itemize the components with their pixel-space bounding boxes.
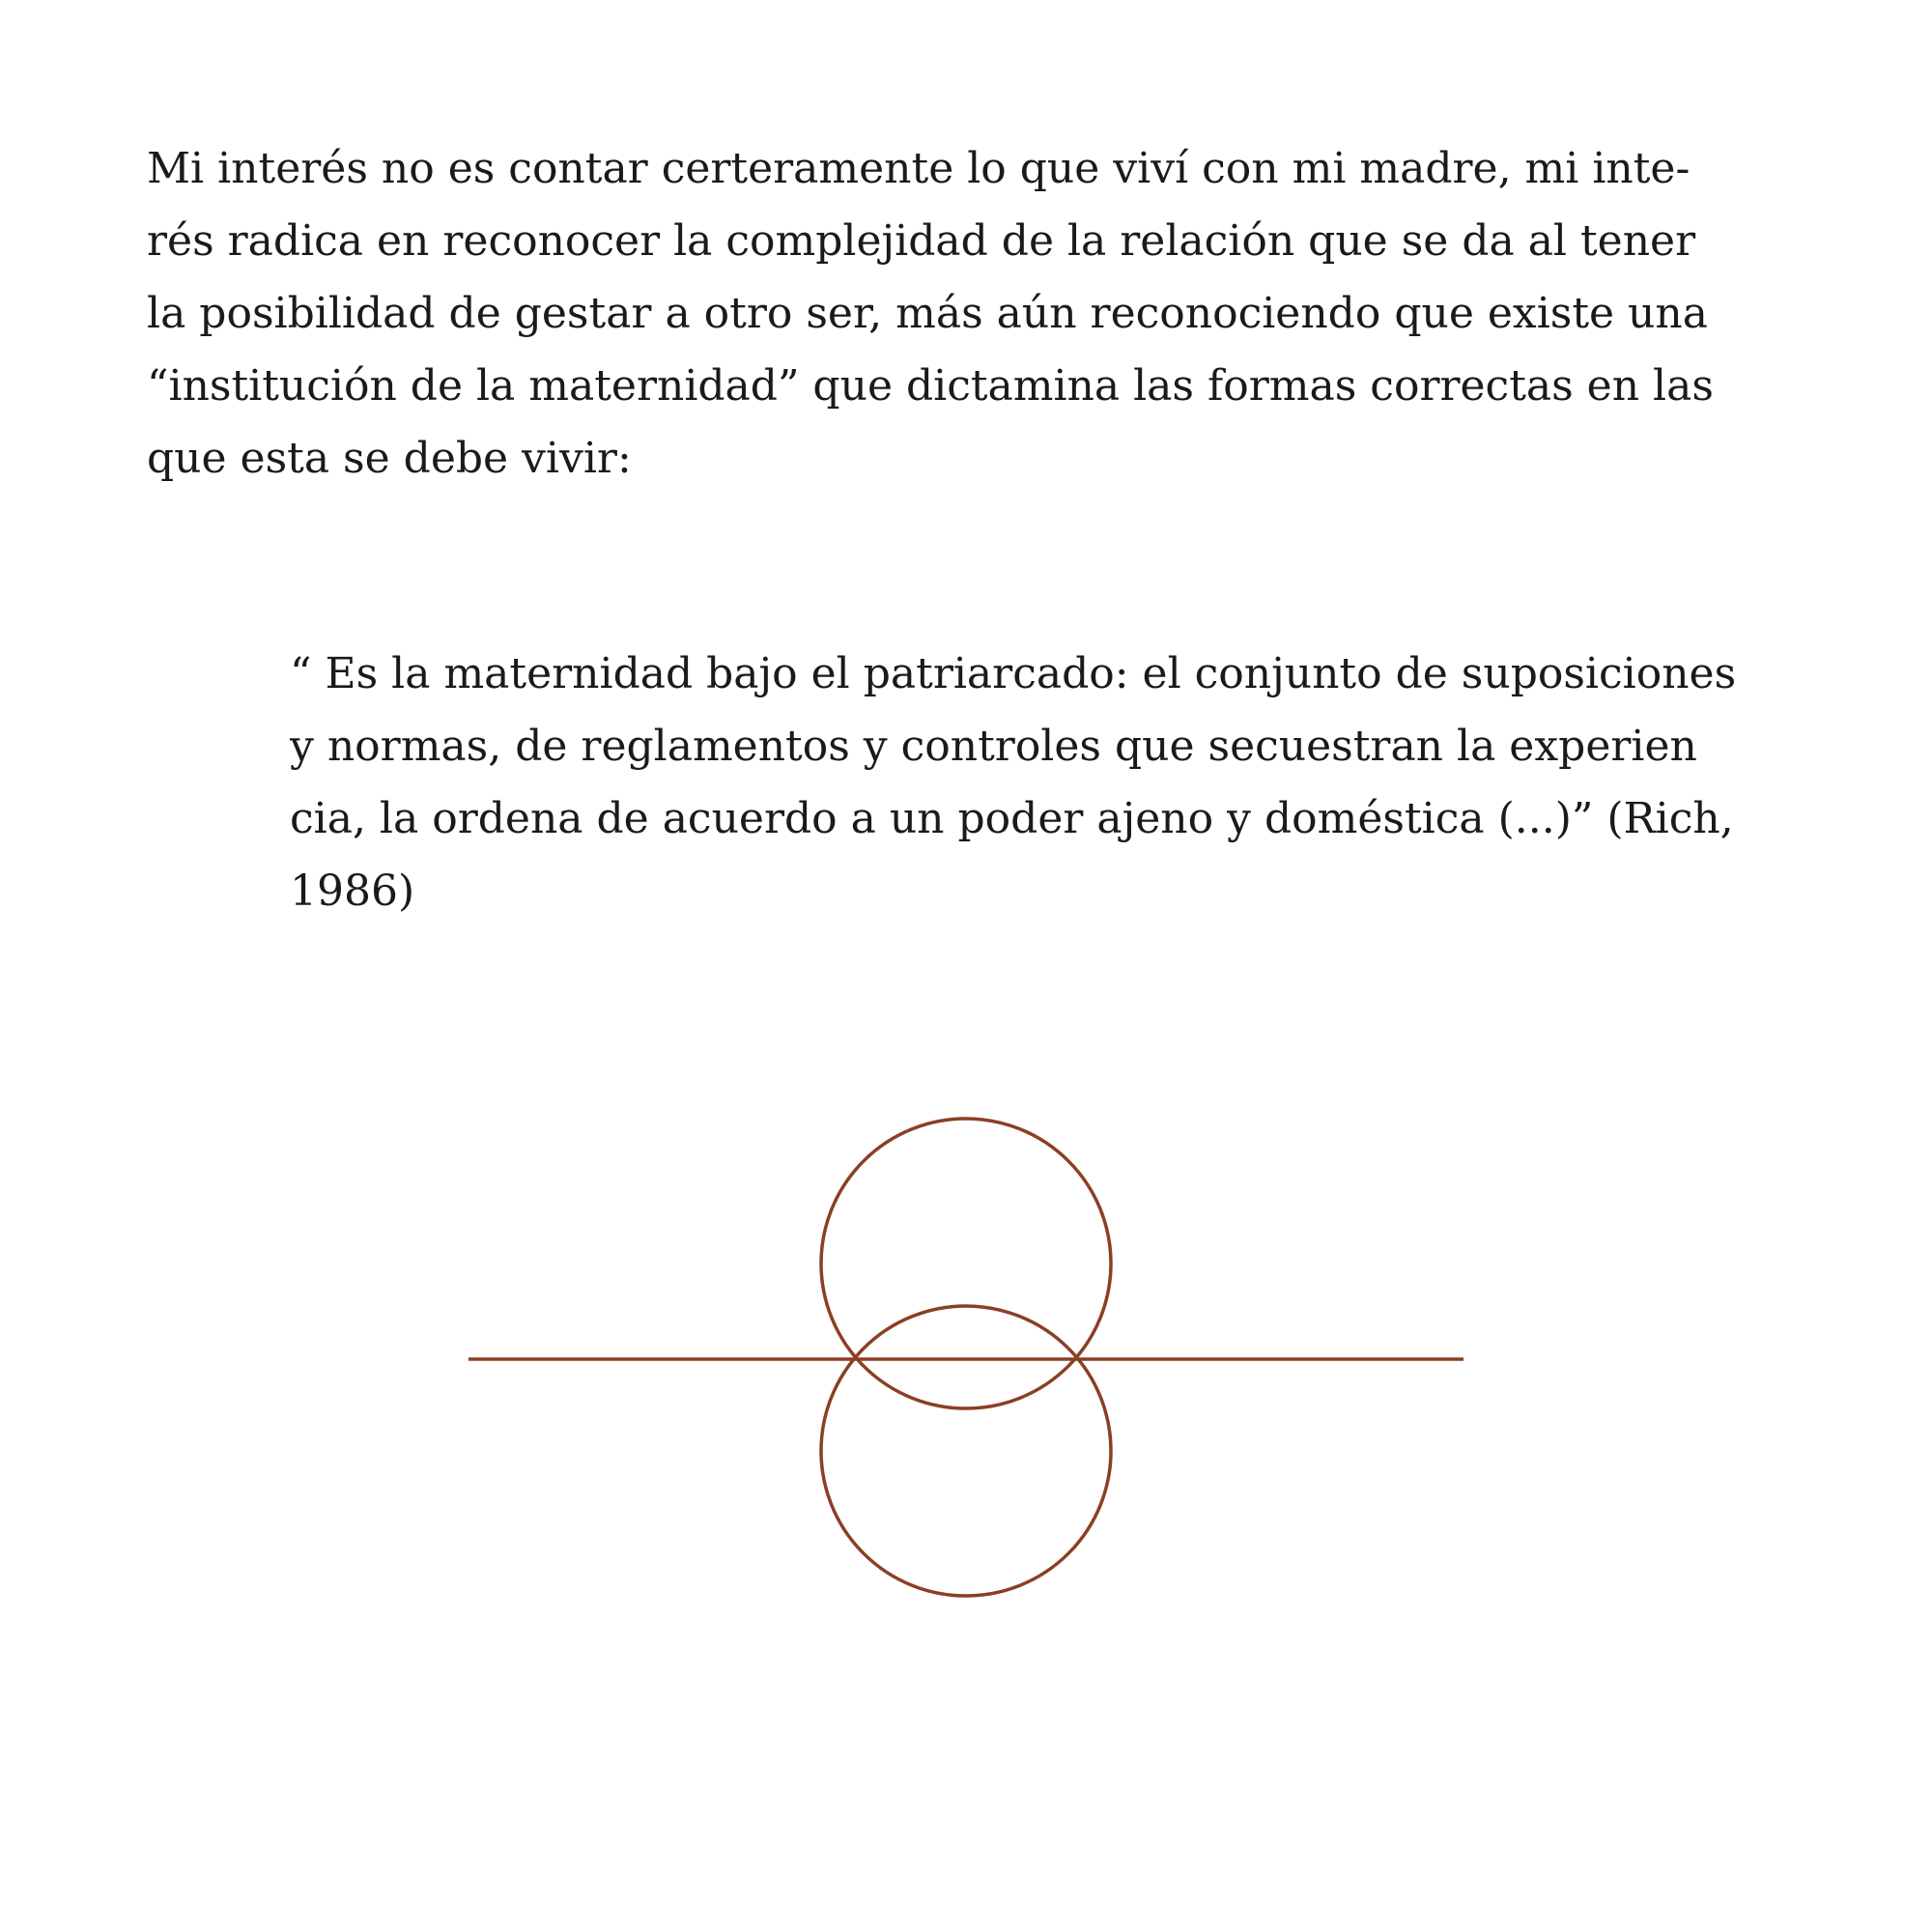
quote-line-4: 1986): [290, 867, 415, 916]
quote-line-3: cia, la ordena de acuerdo a un poder ajeno y doméstica (...)” (Rich,: [290, 794, 1734, 843]
intro-line-3: la posibilidad de gestar a otro ser, más aún reconociendo que existe una: [147, 289, 1708, 338]
quote-line-2: y normas, de reglamentos y controles que secuestran la experien: [290, 722, 1697, 771]
intro-line-1: Mi interés no es contar certeramente lo que viví con mi madre, mi inte-: [147, 144, 1690, 193]
intro-line-5: que esta se debe vivir:: [147, 434, 632, 483]
upper-circle: [821, 1119, 1111, 1408]
intro-line-4: “institución de la maternidad” que dictamina las formas correctas en las: [147, 361, 1714, 411]
intro-line-2: rés radica en reconocer la complejidad de la relación que se da al tener: [147, 216, 1696, 266]
quote-line-1: “ Es la maternidad bajo el patriarcado: el conjunto de suposiciones: [290, 649, 1737, 698]
lower-circle: [821, 1306, 1111, 1596]
